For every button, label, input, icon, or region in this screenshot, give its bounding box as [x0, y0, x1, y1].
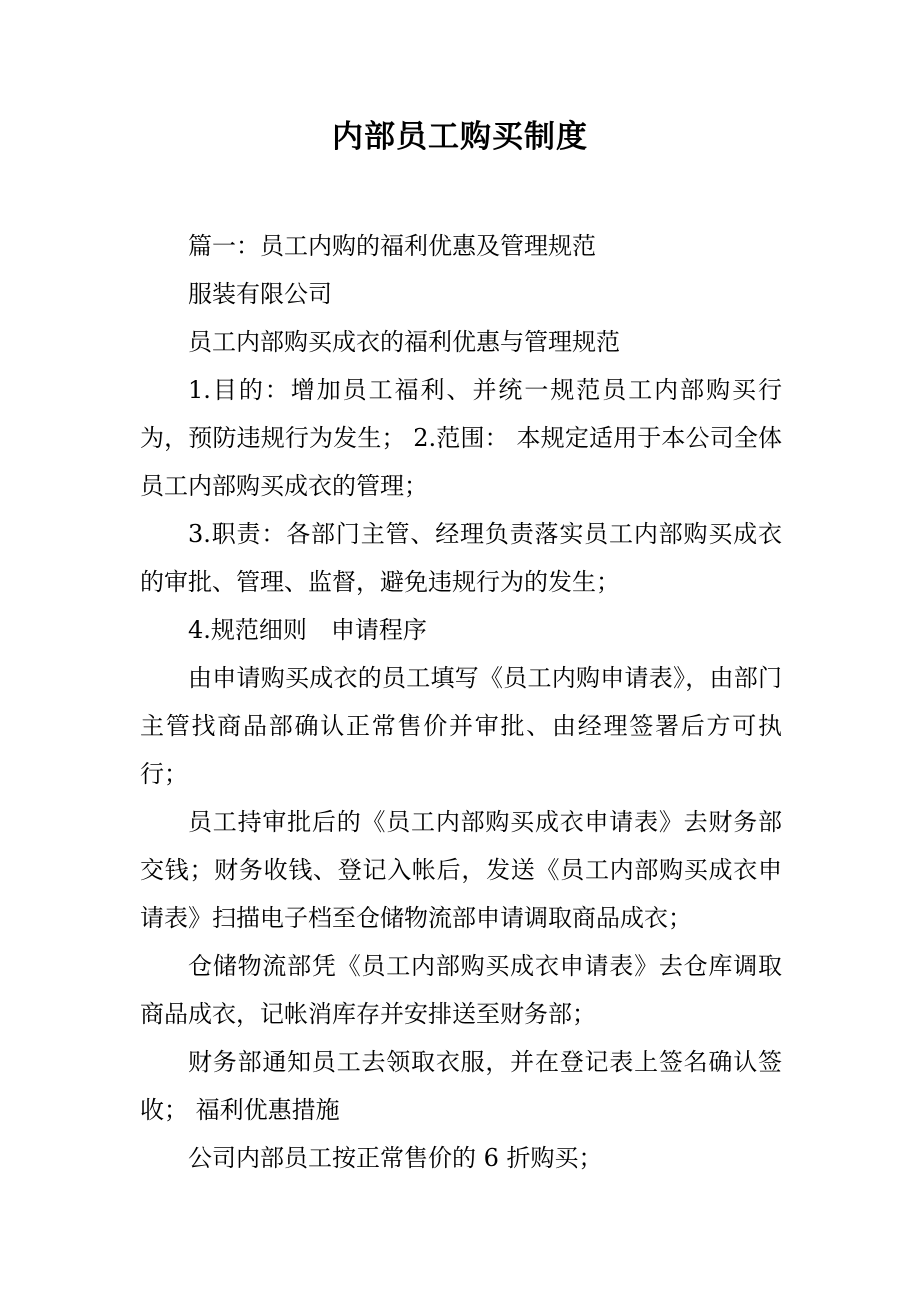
- company-name: 服装有限公司: [188, 280, 332, 308]
- paragraph-duties: 3.职责：各部门主管、经理负责落实员工内部购买成衣的审批、管理、监督，避免违规行为的发生；: [140, 520, 782, 596]
- document-body: [140, 222, 782, 1182]
- paragraph-warehouse: 仓储物流部凭《员工内部购买成衣申请表》去仓库调取商品成衣，记帐消库存并安排送至财务部；: [140, 952, 782, 1028]
- paragraph-discount: 公司内部员工按正常售价的 6 折购买；: [188, 1144, 603, 1172]
- document-title: 内部员工购买制度: [332, 119, 588, 155]
- document-subtitle: 员工内部购买成衣的福利优惠与管理规范: [188, 328, 620, 356]
- paragraph-pickup: 财务部通知员工去领取衣服，并在登记表上签名确认签收； 福利优惠措施: [140, 1048, 782, 1124]
- paragraph-rules-heading: 4.规范细则 申请程序: [188, 616, 427, 644]
- paragraph-payment: 员工持审批后的《员工内部购买成衣申请表》去财务部交钱；财务收钱、登记入帐后，发送《员工内部购买成衣申请表》扫描电子档至仓储物流部申请调取商品成衣；: [140, 808, 782, 932]
- paragraph-purpose-scope: 1.目的：增加员工福利、并统一规范员工内部购买行为，预防违规行为发生； 2.范围： 本规定适用于本公司全体员工内部购买成衣的管理；: [140, 376, 782, 500]
- paragraph-application: 由申请购买成衣的员工填写《员工内购申请表》，由部门主管找商品部确认正常售价并审批、由经理签署后方可执行；: [140, 664, 782, 788]
- section-heading: 篇一：员工内购的福利优惠及管理规范: [188, 232, 596, 260]
